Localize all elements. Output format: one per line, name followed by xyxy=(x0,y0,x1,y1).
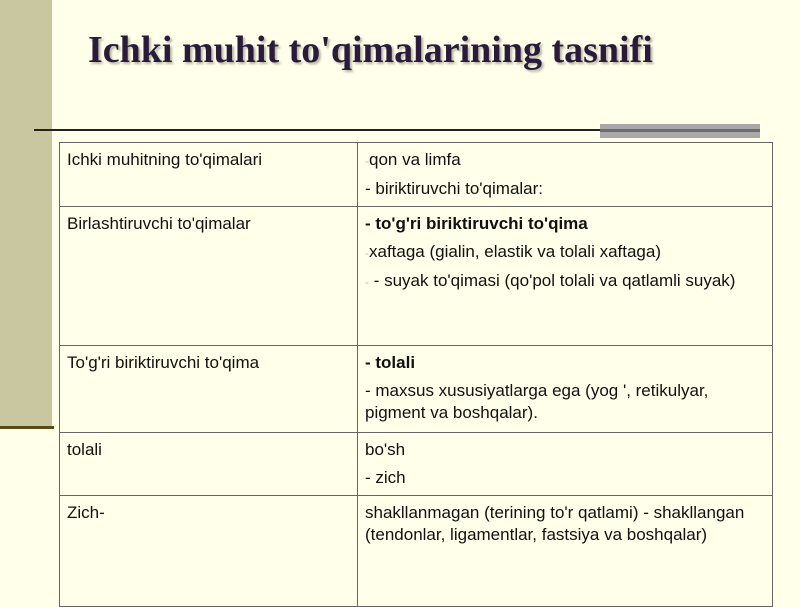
left-accent-bar xyxy=(0,0,52,428)
content-line xyxy=(365,241,765,264)
row-content xyxy=(358,143,773,207)
line-text: qon va limfa xyxy=(369,150,461,169)
content-line: - to'g'ri biriktiruvchi to'qima xyxy=(365,214,588,233)
content-line: - tolali xyxy=(365,353,416,372)
slide-title: Ichki muhit to'qimalarining tasnifi xyxy=(88,29,653,71)
table-row xyxy=(60,496,773,607)
line-prefix: - xyxy=(365,246,369,260)
row-content xyxy=(358,207,773,346)
content-line: - biriktiruvchi to'qimalar: xyxy=(365,179,544,198)
row-content xyxy=(358,346,773,433)
line-prefix: - xyxy=(365,275,369,289)
left-accent-underline xyxy=(0,426,54,429)
table-row xyxy=(60,207,773,346)
line-text: - suyak to'qimasi (qo'pol tolali va qatlamli suyak) xyxy=(369,271,736,290)
line-prefix: - xyxy=(365,154,369,168)
classification-table xyxy=(59,142,773,607)
content-line: - zich xyxy=(365,468,406,487)
row-content xyxy=(358,433,773,496)
row-label: Ichki muhitning to'qimalari xyxy=(60,143,358,207)
content-line: shakllanmagan (terining to'r qatlami) - shakllangan (tendonlar, ligamentlar, fastsiya va boshqalar) xyxy=(365,503,745,544)
row-label: Birlashtiruvchi to'qimalar xyxy=(60,207,358,346)
title-divider-accent-line xyxy=(600,129,760,132)
table-row xyxy=(60,143,773,207)
row-label: To'g'ri biriktiruvchi to'qima xyxy=(60,346,358,433)
content-line: bo'sh xyxy=(365,440,406,459)
row-label: tolali xyxy=(60,433,358,496)
content-line xyxy=(365,270,765,293)
content-line: - maxsus xususiyatlarga ega (yog ', retikulyar, pigment va boshqalar). xyxy=(365,381,709,422)
table-row xyxy=(60,346,773,433)
content-line xyxy=(365,149,765,172)
line-text: xaftaga (gialin, elastik va tolali xaftaga) xyxy=(369,242,661,261)
title-divider xyxy=(34,129,604,131)
table-row xyxy=(60,433,773,496)
row-label: Zich- xyxy=(60,496,358,607)
row-content xyxy=(358,496,773,607)
